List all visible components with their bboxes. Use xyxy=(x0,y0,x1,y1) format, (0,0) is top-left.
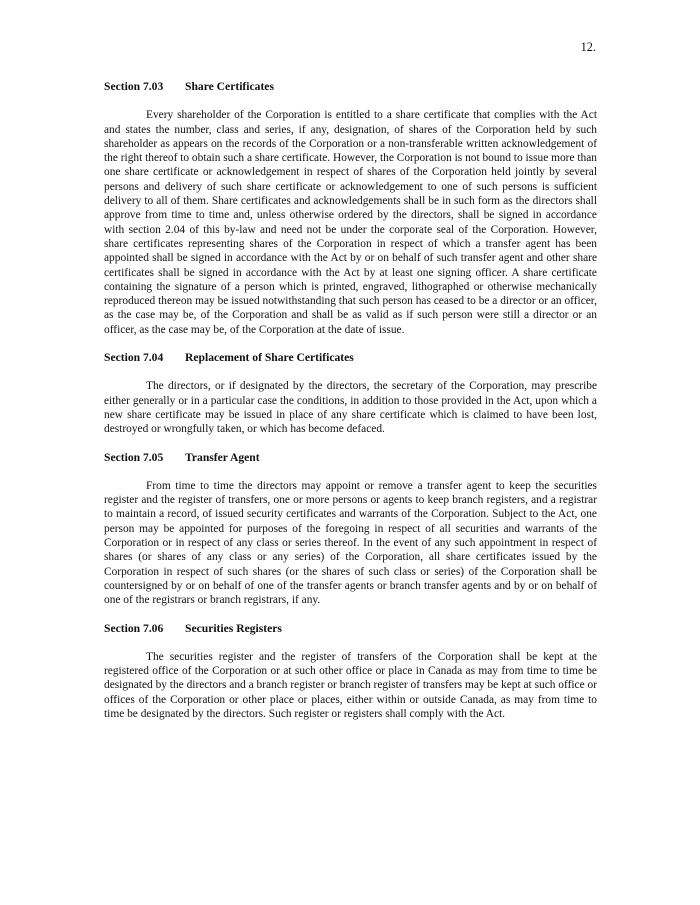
section-title: Replacement of Share Certificates xyxy=(185,351,354,365)
section-7-05 xyxy=(104,451,597,608)
section-paragraph: Every shareholder of the Corporation is entitled to a share certificate that complies with the Act and states the number, class and series, if any, designation, of shares of the Corporation held by such shareholder as appears on the records of the Corporation or a non-transferable written acknowledgement of the right thereof to obtain such a share certificate. However, the Corporation is not bound to issue more than one share certificate or acknowledgement in respect of shares of the Corporation held jointly by several persons and delivery of such share certificate or acknowledgement to one of such persons is sufficient delivery to all of them. Share certificates and acknowledgements shall be in such form as the directors shall approve from time to time and, unless otherwise ordered by the directors, shall be signed in accordance with section 2.04 of this by-law and need not be under the corporate seal of the Corporation. However, share certificates representing shares of the Corporation in respect of which a transfer agent has been appointed shall be signed in accordance with the Act by or on behalf of such transfer agent and other share certificates shall be signed in accordance with the Act by at least one signing officer. A share certificate containing the signature of a person which is printed, engraved, lithographed or otherwise mechanically reproduced thereon may be issued notwithstanding that such person has ceased to be a director or an officer, as the case may be, of the Corporation and shall be as valid as if such person were still a director or an officer, as the case may be, of the Corporation at the date of issue. xyxy=(104,109,597,336)
section-heading xyxy=(104,622,597,636)
section-title: Share Certificates xyxy=(185,80,274,93)
section-7-04 xyxy=(104,351,597,436)
page-number: 12. xyxy=(580,40,596,54)
section-number: Section 7.03 xyxy=(104,80,164,93)
section-paragraph: The directors, or if designated by the directors, the secretary of the Corporation, may prescribe either generally or in a particular case the conditions, in addition to those provided in the Act, upon which a new share certificate may be issued in place of any share certificate which is claimed to have been lost, destroyed or wrongfully taken, or which has become defaced. xyxy=(104,380,597,436)
section-heading xyxy=(104,80,597,94)
section-7-06 xyxy=(104,622,597,722)
section-title: Securities Registers xyxy=(185,621,282,635)
section-number: Section 7.05 xyxy=(104,450,164,464)
document-body xyxy=(104,80,597,735)
section-title: Transfer Agent xyxy=(185,450,260,464)
section-paragraph: From time to time the directors may appoint or remove a transfer agent to keep the securities register and the register of transfers, one or more persons or agents to keep branch registers, and a registrar to maintain a record, of issued security certificates and warrants of the Corporation. Subject to the Act, one person may be appointed for purposes of the foregoing in respect of all securities and warrants of the Corporation or in respect of any class or series thereof. In the event of any such appointment in respect of shares (or shares of any class or any series) of the Corporation, all share certificates issued by the Corporation in respect of such shares (or the shares of such class or series) of the Corporation shall be countersigned by or on behalf of one of the transfer agents or branch transfer agents and by or on behalf of one of the registrars or branch registrars, if any. xyxy=(104,479,597,607)
section-heading xyxy=(104,351,597,365)
section-paragraph: The securities register and the register of transfers of the Corporation shall be kept at the registered office of the Corporation or at such other office or place in Canada as may from time to time be designated by the directors and a branch register or branch register of transfers may be kept at such office or offices of the Corporation or other place or places, either within or outside Canada, as may from time to time be designated by the directors. Such register or registers shall comply with the Act. xyxy=(104,650,597,720)
section-heading xyxy=(104,451,597,465)
section-7-03 xyxy=(104,80,597,337)
section-number: Section 7.06 xyxy=(104,621,164,635)
section-number: Section 7.04 xyxy=(104,351,164,365)
